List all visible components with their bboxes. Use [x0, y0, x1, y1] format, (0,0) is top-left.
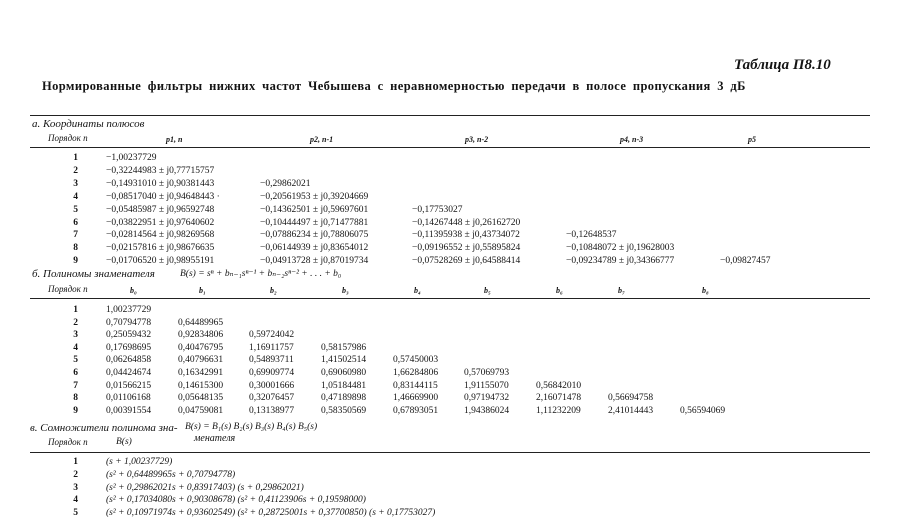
coefficient-cell: 1,91155070 [464, 380, 509, 391]
coefficient-cell: 2,41014443 [608, 405, 654, 416]
pole-cell: −0,07886234 ± j0,78806075 [260, 230, 369, 241]
pole-cell: −0,07528269 ± j0,64588414 [412, 256, 521, 267]
section-c-order-label: Порядок n [48, 437, 88, 447]
factor-row: (s² + 0,10971974s + 0,93602549) (s² + 0,28725001s + 0,37700850) (s + 0,17753027) [106, 508, 436, 519]
section_b-order: 5 [73, 355, 78, 366]
coefficient-header: b₆ [556, 286, 563, 295]
coefficient-cell: 0,05648135 [178, 393, 224, 404]
section-b-order-label: Порядок n [48, 284, 88, 294]
section_a-order: 1 [73, 153, 78, 163]
header-p1: p1, n [166, 135, 183, 144]
section_a-order: 5 [73, 204, 78, 215]
coefficient-header: b₂ [270, 286, 277, 295]
coefficient-cell: 0,40476795 [178, 342, 224, 353]
section_b-order: 2 [73, 317, 78, 328]
pole-cell: −0,08517040 ± j0,94648443 · [106, 191, 220, 202]
pole-cell: −0,09827457 [720, 256, 771, 267]
section-a-title: а. Координаты полюсов [32, 118, 145, 130]
pole-cell: −0,32244983 ± j0,77715757 [106, 165, 215, 176]
factor-row: (s + 1,00237729) [106, 457, 173, 467]
coefficient-cell: 1,66284806 [393, 368, 439, 378]
pole-cell: −1,00237729 [106, 153, 157, 163]
section_a-order: 8 [73, 243, 78, 254]
pole-cell: −0,12648537 [566, 230, 617, 241]
pole-cell: −0,14931010 ± j0,90381443 [106, 178, 215, 189]
coefficient-cell: 1,46669900 [393, 393, 439, 404]
pole-cell: −0,10848072 ± j0,19628003 [566, 243, 675, 254]
section_c-order: 3 [73, 482, 78, 493]
section-a-order-label: Порядок n [48, 133, 88, 143]
coefficient-cell: 0,59724042 [249, 330, 295, 341]
rule-top [30, 115, 870, 116]
pole-cell: −0,10444497 ± j0,71477881 [260, 217, 369, 228]
section_c-order: 1 [73, 457, 78, 467]
coefficient-cell: 2,16071478 [536, 393, 582, 404]
coefficient-cell: 0,30001666 [249, 380, 295, 391]
header-p5: p5 [748, 135, 756, 144]
coefficient-cell: 0,58350569 [321, 405, 367, 416]
section_b-order: 1 [73, 305, 78, 315]
pole-cell: −0,05485987 ± j0,96592748 [106, 204, 215, 215]
header-p2: p2, n-1 [310, 135, 334, 144]
section_b-order: 3 [73, 330, 78, 341]
pole-cell: −0,17753027 [412, 204, 463, 215]
coefficient-header: b₀ [130, 286, 137, 295]
section_a-order: 3 [73, 178, 78, 189]
coefficient-cell: 0,70794778 [106, 317, 152, 328]
coefficient-cell: 1,94386024 [464, 405, 510, 416]
coefficient-cell: 0,06264858 [106, 355, 152, 366]
coefficient-cell: 0,01566215 [106, 380, 152, 391]
coefficient-cell: 0,58157986 [321, 342, 367, 353]
section_a-order: 7 [73, 230, 78, 241]
coefficient-cell: 0,16342991 [178, 368, 224, 378]
coefficient-cell: 0,04759081 [178, 405, 224, 416]
coefficient-header: b₃ [342, 286, 349, 295]
section_c-order: 4 [73, 495, 78, 506]
section_a-order: 2 [73, 165, 78, 176]
pole-cell: −0,14267448 ± j0,26162720 [412, 217, 521, 228]
coefficient-cell: 0,56594069 [680, 405, 726, 416]
pole-cell: −0,02157816 ± j0,98676635 [106, 243, 215, 254]
section_b-order: 4 [73, 342, 78, 353]
pole-cell: −0,29862021 [260, 178, 311, 189]
section_b-order: 7 [73, 380, 78, 391]
section_a-order: 9 [73, 256, 78, 267]
factor-row: (s² + 0,29862021s + 0,83917403) (s + 0,29862021) [106, 482, 304, 493]
coefficient-header: b₈ [702, 286, 709, 295]
coefficient-cell: 0,67893051 [393, 405, 439, 416]
section_a-order: 4 [73, 191, 78, 202]
coefficient-cell: 1,05184481 [321, 380, 367, 391]
rule-a-header [30, 147, 870, 148]
rule-b-header [30, 298, 870, 299]
coefficient-header: b₇ [618, 286, 625, 295]
coefficient-cell: 0,13138977 [249, 405, 295, 416]
section_b-order: 9 [73, 405, 78, 416]
coefficient-cell: 0,00391554 [106, 405, 152, 416]
pole-cell: −0,11395938 ± j0,43734072 [412, 230, 520, 241]
section_c-order: 5 [73, 508, 78, 519]
pole-cell: −0,09196552 ± j0,55895824 [412, 243, 521, 254]
coefficient-cell: 0,25059432 [106, 330, 152, 341]
coefficient-cell: 0,17698695 [106, 342, 152, 353]
pole-cell: −0,06144939 ± j0,83654012 [260, 243, 369, 254]
coefficient-cell: 0,40796631 [178, 355, 224, 366]
coefficient-cell: 1,00237729 [106, 305, 152, 315]
section_a-order: 6 [73, 217, 78, 228]
coefficient-cell: 1,41502514 [321, 355, 367, 366]
pole-cell: −0,09234789 ± j0,34366777 [566, 256, 675, 267]
factor-row: (s² + 0,17034080s + 0,90308678) (s² + 0,41123906s + 0,19598000) [106, 495, 366, 506]
coefficient-cell: 0,69060980 [321, 368, 367, 378]
coefficient-cell: 0,56842010 [536, 380, 582, 391]
coefficient-cell: 0,01106168 [106, 393, 151, 404]
section_b-order: 6 [73, 368, 78, 378]
header-p3: p3, n-2 [465, 135, 489, 144]
coefficient-cell: 0,57450003 [393, 355, 439, 366]
coefficient-cell: 1,11232209 [536, 405, 581, 416]
coefficient-cell: 0,64489965 [178, 317, 224, 328]
coefficient-cell: 0,57069793 [464, 368, 510, 378]
pole-cell: −0,04913728 ± j0,87019734 [260, 256, 369, 267]
section-c-title: в. Сомножители полинома зна- [30, 422, 178, 434]
coefficient-cell: 1,16911757 [249, 342, 294, 353]
section-c-column-label: B(s) [116, 437, 132, 447]
pole-cell: −0,14362501 ± j0,59697601 [260, 204, 369, 215]
pole-cell: −0,03822951 ± j0,97640602 [106, 217, 215, 228]
section-b-title: б. Полиномы знаменателя [32, 268, 155, 280]
coefficient-cell: 0,69909774 [249, 368, 295, 378]
coefficient-header: b₅ [484, 286, 491, 295]
section-b-formula: B(s) = sⁿ + bₙ₋₁sⁿ⁻¹ + bₙ₋₂sⁿ⁻² + . . . + b₀ [180, 269, 342, 279]
coefficient-cell: 0,32076457 [249, 393, 295, 404]
coefficient-header: b₁ [199, 286, 206, 295]
coefficient-cell: 0,47189898 [321, 393, 367, 404]
pole-cell: −0,20561953 ± j0,39204669 [260, 191, 369, 202]
pole-cell: −0,01706520 ± j0,98955191 [106, 256, 215, 267]
section-c-title-cont: менателя [194, 433, 236, 444]
factor-row: (s² + 0,64489965s + 0,70794778) [106, 469, 236, 480]
table-number: Таблица П8.10 [734, 57, 831, 73]
coefficient-cell: 0,83144115 [393, 380, 438, 391]
section-c-formula: B(s) = B₁(s) B₂(s) B₃(s) B₄(s) B₅(s) [185, 422, 318, 432]
section_b-order: 8 [73, 393, 78, 404]
coefficient-cell: 0,54893711 [249, 355, 294, 366]
header-p4: p4, n-3 [620, 135, 644, 144]
coefficient-cell: 0,14615300 [178, 380, 224, 391]
pole-cell: −0,02814564 ± j0,98269568 [106, 230, 215, 241]
rule-c-header [30, 452, 870, 453]
table-title: Нормированные фильтры нижних частот Чебышева с неравномерностью передачи в полосе пропускания 3 дБ [42, 79, 746, 93]
coefficient-cell: 0,92834806 [178, 330, 224, 341]
coefficient-cell: 0,04424674 [106, 368, 152, 378]
coefficient-header: b₄ [414, 286, 421, 295]
coefficient-cell: 0,56694758 [608, 393, 654, 404]
section_c-order: 2 [73, 469, 78, 480]
coefficient-cell: 0,97194732 [464, 393, 510, 404]
